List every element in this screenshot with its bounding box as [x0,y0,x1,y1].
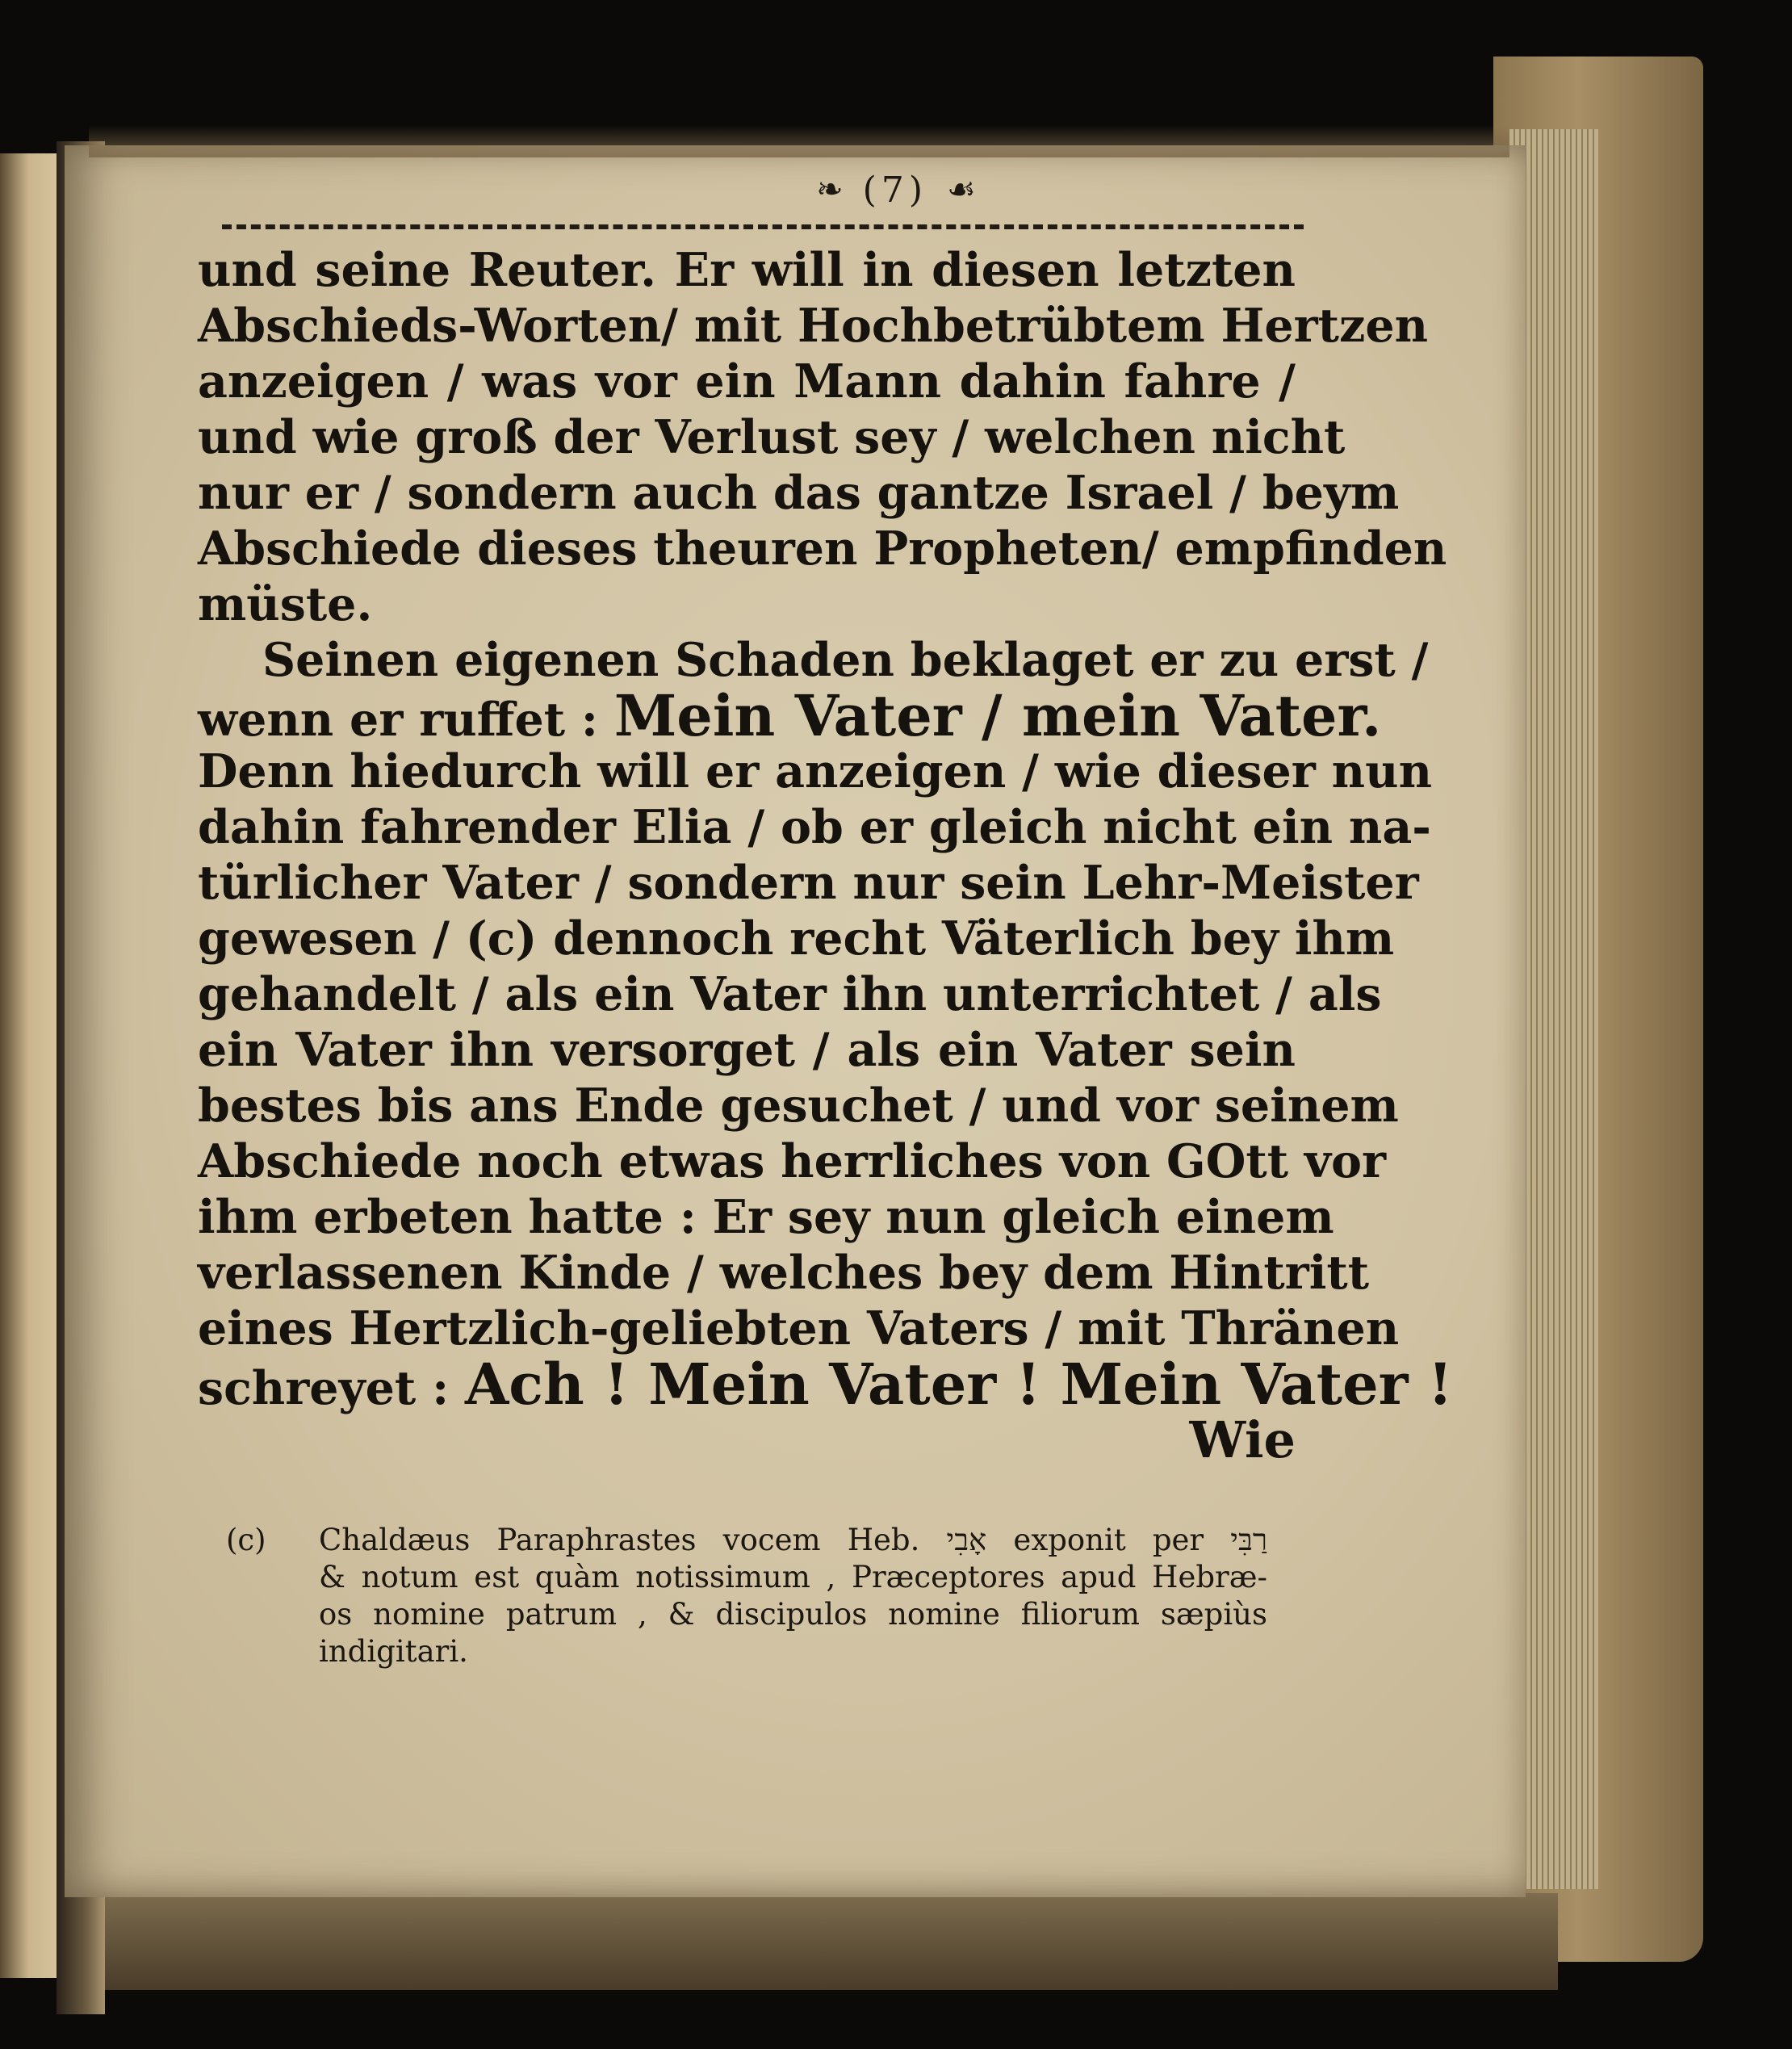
text-line: türlicher Vater / sondern nur sein Lehr-Meister [198,856,1419,910]
text-line: müste. [198,577,373,631]
text-line-emphasis [198,682,1382,749]
text-line: gehandelt / als ein Vater ihn unterrichtet / als [198,967,1382,1021]
text-line: und wie groß der Verlust sey / welchen nicht [198,410,1346,464]
text-lead: wenn er ruffet : [198,693,598,747]
text-line: gewesen / (c) dennoch recht Väterlich bey ihm [198,911,1395,966]
text-line: ihm erbeten hatte : Er sey nun gleich einem [198,1190,1334,1244]
text-line-emphasis [198,1351,1453,1418]
footnote-line: & notum est quàm notissimum , Præceptores apud Hebræ- [319,1560,1267,1594]
text-line: Denn hiedurch will er anzeigen / wie dieser nun [198,744,1433,798]
ornament-left-icon: ❧ [816,171,844,208]
text-line: Abschiede dieses theuren Propheten/ empfinden [198,522,1447,576]
main-text [198,242,1453,1469]
text-line: Abschiede noch etwas herrliches von GOtt vor [198,1134,1387,1188]
left-page-edge [0,153,65,1978]
text-line: Seinen eigenen Schaden beklaget er zu erst / [262,633,1429,687]
footnote-marker: (c) [226,1523,266,1557]
header-rule [222,224,1304,229]
catchword: Wie [1189,1410,1296,1469]
text-line: Abschieds-Worten/ mit Hochbetrübtem Hertzen [198,299,1429,353]
text-line: nur er / sondern auch das gantze Israel / beym [198,466,1400,520]
book-bottom-edge [89,1893,1558,1990]
page-number: (7) [862,170,927,211]
page-header [0,170,1792,218]
footnote-text: Chaldæus Paraphrastes vocem Heb. אָבִי exponit per רַבִּי [319,1523,1268,1557]
text-line: dahin fahrender Elia / ob er gleich nicht ein na- [198,800,1431,854]
emphasis-text: Ach ! Mein Vater ! Mein Vater ! [465,1351,1453,1418]
text-line: bestes bis ans Ende gesuchet / und vor seinem [198,1079,1399,1133]
page-top-shadow [89,125,1509,157]
footnote-line: indigitari. [319,1634,468,1669]
footnote [226,1522,1267,1670]
footnote-line: os nomine patrum , & discipulos nomine filiorum sæpiùs [319,1597,1267,1632]
emphasis-text: Mein Vater / mein Vater. [613,682,1382,749]
text-lead: schreyet : [198,1361,450,1415]
footnote-line [226,1522,1267,1559]
text-line: eines Hertzlich-geliebten Vaters / mit Thränen [198,1301,1400,1356]
text-line: verlassenen Kinde / welches bey dem Hintritt [198,1246,1370,1300]
text-line: und seine Reuter. Er will in diesen letzten [198,243,1296,297]
text-line: anzeigen / was vor ein Mann dahin fahre / [198,354,1296,409]
text-line: ein Vater ihn versorget / als ein Vater sein [198,1023,1296,1077]
ornament-right-icon: ☙ [946,171,976,208]
